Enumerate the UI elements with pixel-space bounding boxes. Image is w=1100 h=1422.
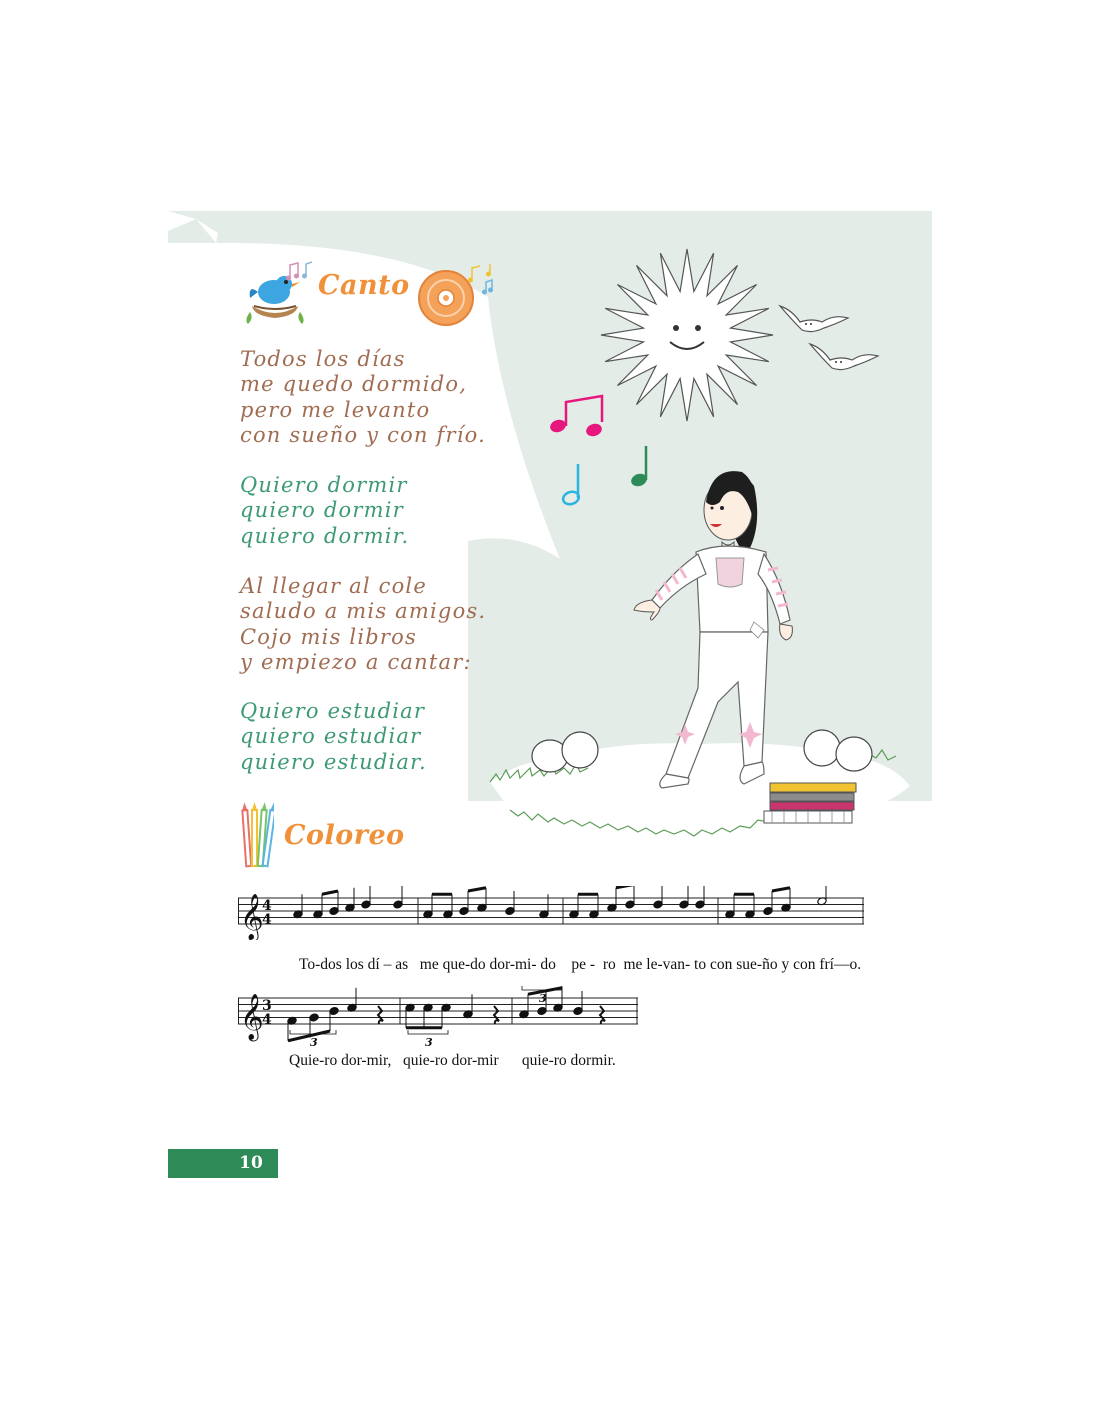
lyrics-stanza-3 [240, 574, 486, 675]
quarter-rest [600, 1006, 605, 1024]
bird-illustration [808, 338, 882, 374]
note-beam [322, 891, 338, 894]
lyric-line: Al llegar al cole [240, 574, 427, 598]
lyric-line: Quiero estudiar [240, 699, 426, 723]
girl-illustration [626, 462, 806, 792]
staff-1-lyrics: To-dos los dí – as me que-do dor-mi- do pe - ro me le-van- to con sue-ño y con frí—o. [299, 956, 862, 973]
lyric-line: me quedo dormido, [240, 372, 468, 397]
time-signature-bottom: 4 [262, 1012, 272, 1028]
staff-2-lyrics: Quie-ro dor-mir, quie-ro dor-mir quie-ro dormir. [289, 1052, 616, 1069]
triplet-number: 3 [310, 1036, 318, 1049]
note-beam [288, 1031, 330, 1041]
lyric-line: saludo a mis amigos. [240, 599, 487, 624]
time-signature-top: 4 [262, 898, 272, 914]
books-illustration [762, 780, 860, 826]
bird-illustration [778, 300, 852, 336]
music-notes-icon [284, 260, 314, 284]
quarter-rest [494, 1006, 499, 1024]
sun-face [649, 297, 725, 373]
lyric-line: Cojo mis libros [240, 624, 417, 649]
treble-clef-icon: 𝄞 [240, 994, 264, 1040]
time-signature-bottom: 4 [262, 912, 272, 928]
pink-music-notes [546, 394, 606, 444]
lyric-line: quiero estudiar [240, 724, 422, 749]
lyric-line: y empiezo a cantar: [240, 649, 472, 674]
sun-illustration [598, 246, 776, 424]
lyrics-stanza-2 [240, 473, 409, 549]
music-staff-2 [238, 976, 638, 1050]
lyrics-stanza-4 [240, 699, 427, 775]
quarter-rest [378, 1006, 383, 1024]
cyan-music-note [558, 460, 588, 508]
lyric-line: quiero dormir [240, 498, 404, 523]
lyric-line: con sueño y con frío. [240, 422, 486, 447]
note-beam [616, 886, 634, 888]
lyric-line: quiero dormir. [240, 523, 410, 548]
lyric-line: pero me levanto [240, 397, 431, 422]
note-beam [468, 888, 486, 891]
sun-eye [673, 325, 679, 331]
cd-disc-icon [414, 262, 498, 330]
time-signature-top: 3 [262, 998, 272, 1014]
section-title-coloreo: Coloreo [284, 820, 405, 851]
lyric-line: quiero estudiar. [240, 749, 427, 774]
colored-pencils-icon [240, 800, 274, 868]
triplet-number: 3 [425, 1036, 433, 1049]
lyrics-stanza-1 [240, 347, 486, 448]
sun-eye [695, 325, 701, 331]
triplet-number: 3 [539, 992, 547, 1005]
lyric-line: Todos los días [240, 347, 406, 371]
section-title-canto: Canto [318, 270, 410, 301]
triplet-bracket [408, 1030, 448, 1034]
music-staff-1 [238, 886, 864, 940]
page-number: 10 [239, 1153, 263, 1173]
treble-clef-icon: 𝄞 [240, 894, 264, 940]
lyric-line: Quiero dormir [240, 473, 408, 497]
note-beam [772, 888, 790, 891]
